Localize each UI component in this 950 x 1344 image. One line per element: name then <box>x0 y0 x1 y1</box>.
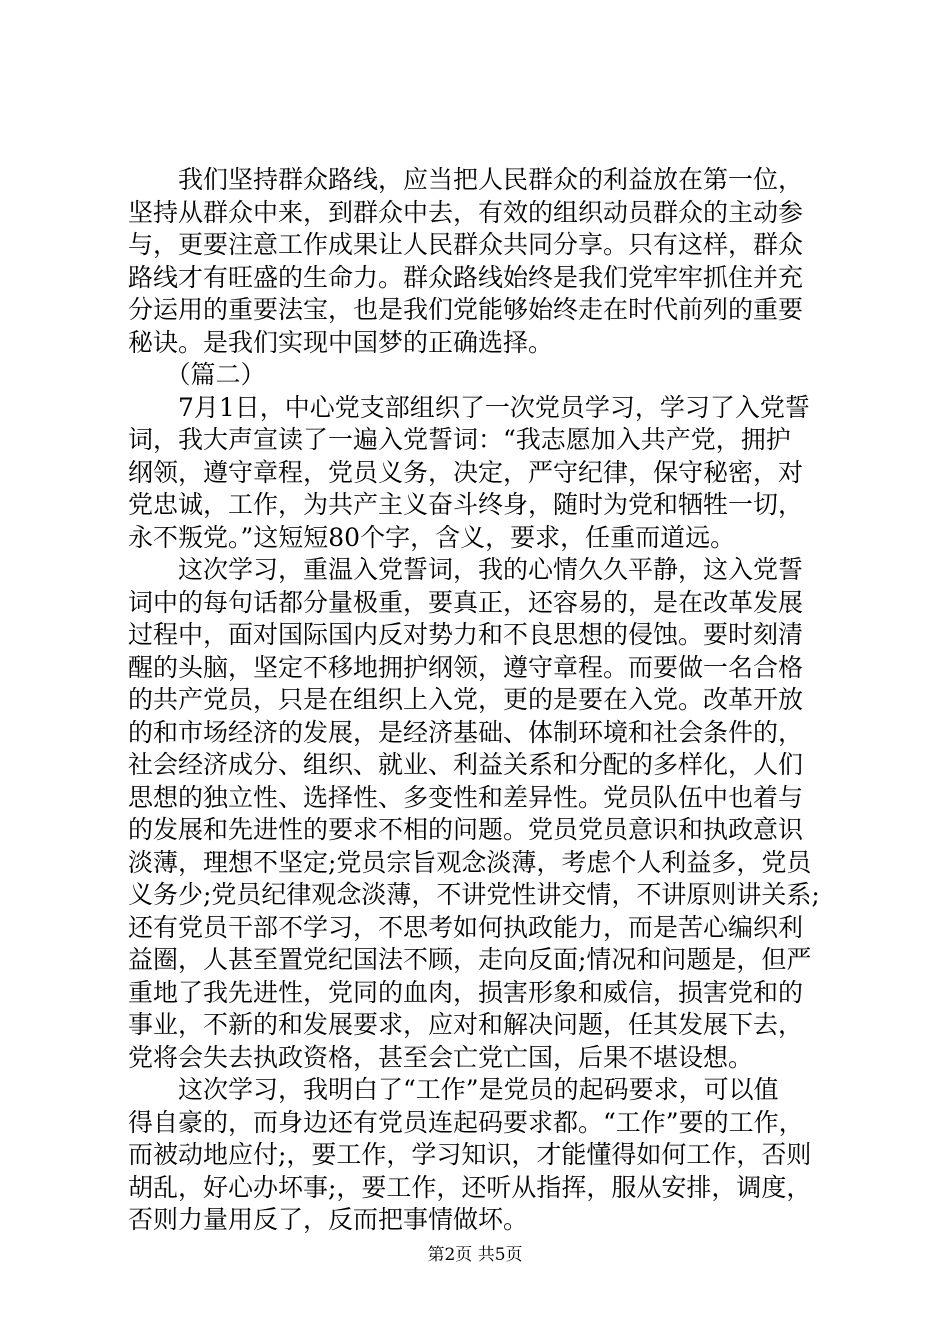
text-line: 与，更要注意工作成果让人民群众共同分享。只有这样，群众 <box>128 230 804 259</box>
text-line: 思想的独立性、选择性、多变性和差异性。党员队伍中也着与 <box>128 782 804 812</box>
text-line: 词中的每句话都分量极重，要真正，还容易的，是在改革发展 <box>128 587 804 617</box>
text-line: 得自豪的，而身边还有党员连起码要求都。“工作”要的工作， <box>128 1107 804 1137</box>
text-line: 而被动地应付;，要工作，学习知识，才能懂得如何工作，否则 <box>128 1140 812 1169</box>
text-line: 社会经济成分、组织、就业、利益关系和分配的多样化，人们 <box>128 750 804 779</box>
text-line: 醒的头脑，坚定不移地拥护纲领，遵守章程。而要做一名合格 <box>128 652 804 682</box>
text-line: 党将会失去执政资格，甚至会亡党亡国，后果不堪设想。 <box>128 1042 754 1072</box>
text-line: 纲领，遵守章程，党员义务，决定，严守纪律，保守秘密，对 <box>128 457 804 487</box>
text-line: 否则力量用反了，反而把事情做坏。 <box>128 1205 529 1234</box>
section-heading: （篇二） <box>128 360 266 389</box>
text-line: 党忠诚，工作，为共产主义奋斗终身，随时为党和牺牲一切， <box>128 490 804 519</box>
page-number-footer: 第2页 共5页 <box>427 1245 523 1265</box>
text-line: 这次学习，重温入党誓词，我的心情久久平静，这入党誓 <box>128 555 804 584</box>
text-line: 路线才有旺盛的生命力。群众路线始终是我们党牢牢抓住并充 <box>128 262 804 292</box>
text-line: 还有党员干部不学习，不思考如何执政能力，而是苦心编织利 <box>128 912 804 942</box>
text-line: 词，我大声宣读了一遍入党誓词：“我志愿加入共产党，拥护 <box>128 425 791 454</box>
text-line: 淡薄，理想不坚定;党员宗旨观念淡薄，考虑个人利益多，党员 <box>128 847 812 877</box>
text-line: 义务少;党员纪律观念淡薄，不讲党性讲交情，不讲原则讲关系; <box>128 880 820 909</box>
text-line: 分运用的重要法宝，也是我们党能够始终走在时代前列的重要 <box>128 295 804 324</box>
document-body <box>128 164 836 1237</box>
text-line: 我们坚持群众路线，应当把人民群众的利益放在第一位， <box>128 165 804 194</box>
text-line: 的和市场经济的发展，是经济基础、体制环境和社会条件的， <box>128 717 804 747</box>
text-line: 胡乱，好心办坏事;，要工作，还听从指挥，服从安排，调度， <box>128 1172 812 1202</box>
text-line: 事业，不新的和发展要求，应对和解决问题，任其发展下去， <box>128 1010 804 1039</box>
text-line: 的发展和先进性的要求不相的问题。党员党员意识和执政意识 <box>128 815 804 844</box>
text-line: 坚持从群众中来，到群众中去，有效的组织动员群众的主动参 <box>128 197 804 227</box>
text-line: 重地了我先进性，党同的血肉，损害形象和威信，损害党和的 <box>128 977 804 1007</box>
text-line: 永不叛党。”这短短80个字，含义，要求，任重而道远。 <box>128 522 736 552</box>
text-line: 的共产党员，只是在组织上入党，更的是要在入党。改革开放 <box>128 685 804 714</box>
text-line: 益圈，人甚至置党纪国法不顾，走向反面;情况和问题是，但严 <box>128 945 812 974</box>
text-line: 这次学习，我明白了“工作”是党员的起码要求，可以值 <box>128 1075 779 1104</box>
text-line: 7月1日，中心党支部组织了一次党员学习，学习了入党誓 <box>128 392 810 422</box>
text-line: 秘诀。是我们实现中国梦的正确选择。 <box>128 327 554 357</box>
text-line: 过程中，面对国际国内反对势力和不良思想的侵蚀。要时刻清 <box>128 620 804 649</box>
